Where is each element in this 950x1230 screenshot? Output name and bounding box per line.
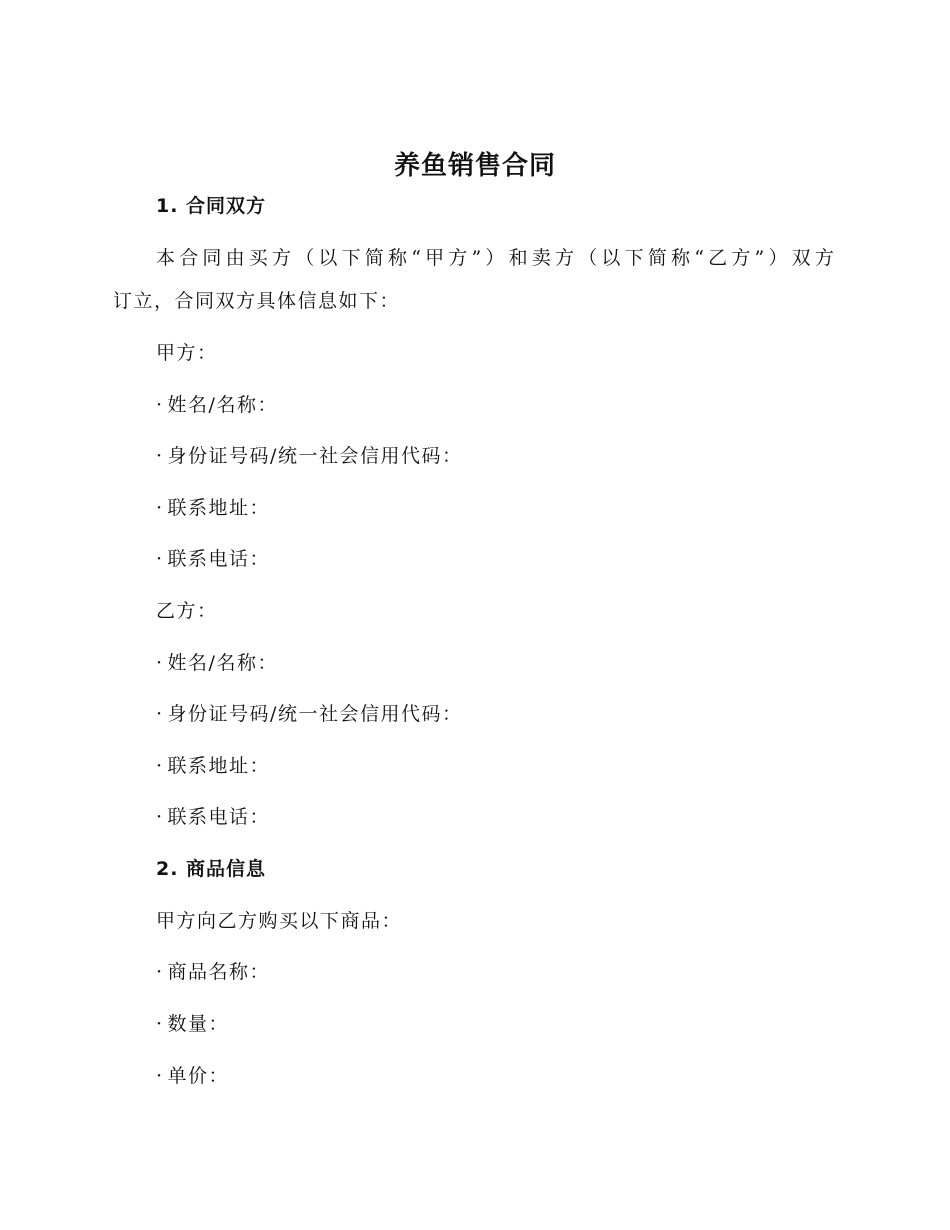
section-1-heading: 1. 合同双方 (156, 195, 267, 217)
field-label: 联系电话： (167, 806, 271, 828)
bullet-marker: · (156, 445, 164, 467)
bullet-marker: · (156, 652, 164, 674)
field-label: 联系地址： (167, 497, 271, 519)
party-a-field-name (156, 392, 278, 418)
field-label: 数量： (167, 1013, 230, 1035)
bullet-marker: · (156, 703, 164, 725)
field-label: 姓名/名称： (167, 394, 278, 416)
product-field-quantity (156, 1011, 229, 1037)
bullet-marker: · (156, 394, 164, 416)
party-a-field-id (156, 443, 462, 469)
bullet-marker: · (156, 755, 164, 777)
section-1-intro-line-2: 订立，合同双方具体信息如下： (113, 290, 401, 312)
party-b-field-address (156, 753, 270, 779)
field-label: 商品名称： (167, 961, 271, 983)
field-label: 身份证号码/统一社会信用代码： (167, 703, 463, 725)
product-field-unit-price (156, 1063, 229, 1089)
section-1-intro-line-1: 本合同由买方（以下简称“甲方”）和卖方（以下简称“乙方”）双方 (156, 247, 839, 269)
field-label: 联系电话： (167, 548, 271, 570)
document-title: 养鱼销售合同 (393, 151, 556, 181)
field-label: 身份证号码/统一社会信用代码： (167, 445, 463, 467)
party-a-label: 甲方： (156, 342, 218, 364)
party-b-label: 乙方： (156, 600, 218, 622)
party-b-field-id (156, 701, 462, 727)
field-label: 单价： (167, 1065, 230, 1087)
section-2-heading: 2. 商品信息 (156, 858, 267, 880)
party-a-field-phone (156, 546, 270, 572)
bullet-marker: · (156, 961, 164, 983)
bullet-marker: · (156, 548, 164, 570)
field-label: 联系地址： (167, 755, 271, 777)
party-b-field-name (156, 650, 278, 676)
bullet-marker: · (156, 1065, 164, 1087)
bullet-marker: · (156, 1013, 164, 1035)
bullet-marker: · (156, 806, 164, 828)
field-label: 姓名/名称： (167, 652, 278, 674)
section-2-intro: 甲方向乙方购买以下商品： (156, 910, 403, 932)
product-field-name (156, 959, 270, 985)
party-b-field-phone (156, 804, 270, 830)
bullet-marker: · (156, 497, 164, 519)
party-a-field-address (156, 495, 270, 521)
